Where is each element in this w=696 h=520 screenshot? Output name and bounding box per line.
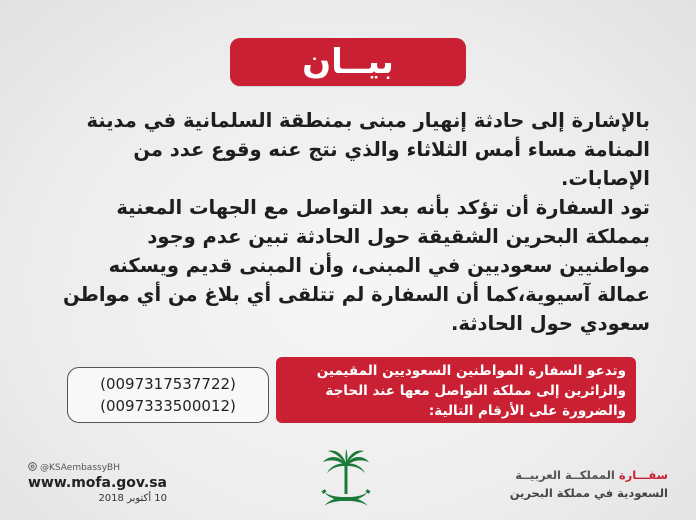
contact-invitation-box bbox=[276, 357, 636, 423]
twitter-at-icon bbox=[28, 462, 37, 474]
embassy-name-line-2: السعودية في مملكة البحرين bbox=[509, 486, 668, 500]
statement-body bbox=[50, 106, 650, 338]
statement-paragraph-1: بالإشارة إلى حادثة إنهيار مبنى بمنطقة السلمانية في مدينة المنامة مساء أمس الثلاثاء والذي نتج عنه وقوع عدد من الإصابات. bbox=[86, 109, 650, 190]
statement-date: 10 أكتوبر 2018 bbox=[98, 493, 168, 504]
embassy-name bbox=[510, 466, 668, 502]
statement-paragraph-2: تود السفارة أن تؤكد بأنه بعد التواصل مع الجهات المعنية بمملكة البحرين الشقيقة حول الحادثة تبين عدم وجود مواطنيين سعوديين في المبنى، وأن المبنى قديم ويسكنه عمالة آسيوية،كما أن السفارة لم تتلقى أي بلاغ من أي مواطن سعودي حول الحادثة. bbox=[62, 196, 650, 335]
contact-invitation-text: وتدعو السفارة المواطنين السعوديين المقيمين والزائرين إلى مملكة التواصل معها عند الحاجة والضرورة على الأرقام التالية: bbox=[316, 363, 626, 419]
title-banner bbox=[230, 38, 466, 86]
embassy-name-line-1 bbox=[510, 466, 668, 484]
page-title: بيــان bbox=[302, 42, 394, 82]
social-handle-row bbox=[28, 462, 167, 474]
phone-number-2: (0097333500012) bbox=[100, 397, 236, 415]
phone-number-1: (0097317537722) bbox=[100, 375, 236, 393]
phone-numbers-box bbox=[67, 367, 269, 423]
social-handle: @KSAembassyBH bbox=[40, 463, 120, 473]
embassy-name-prefix: سفـــارة bbox=[618, 468, 668, 482]
website-link[interactable]: www.mofa.gov.sa bbox=[28, 475, 168, 491]
footer-links bbox=[28, 462, 167, 504]
embassy-name-rest: المملكــة العربيــة bbox=[515, 468, 615, 482]
palm-and-swords-emblem bbox=[318, 448, 374, 512]
